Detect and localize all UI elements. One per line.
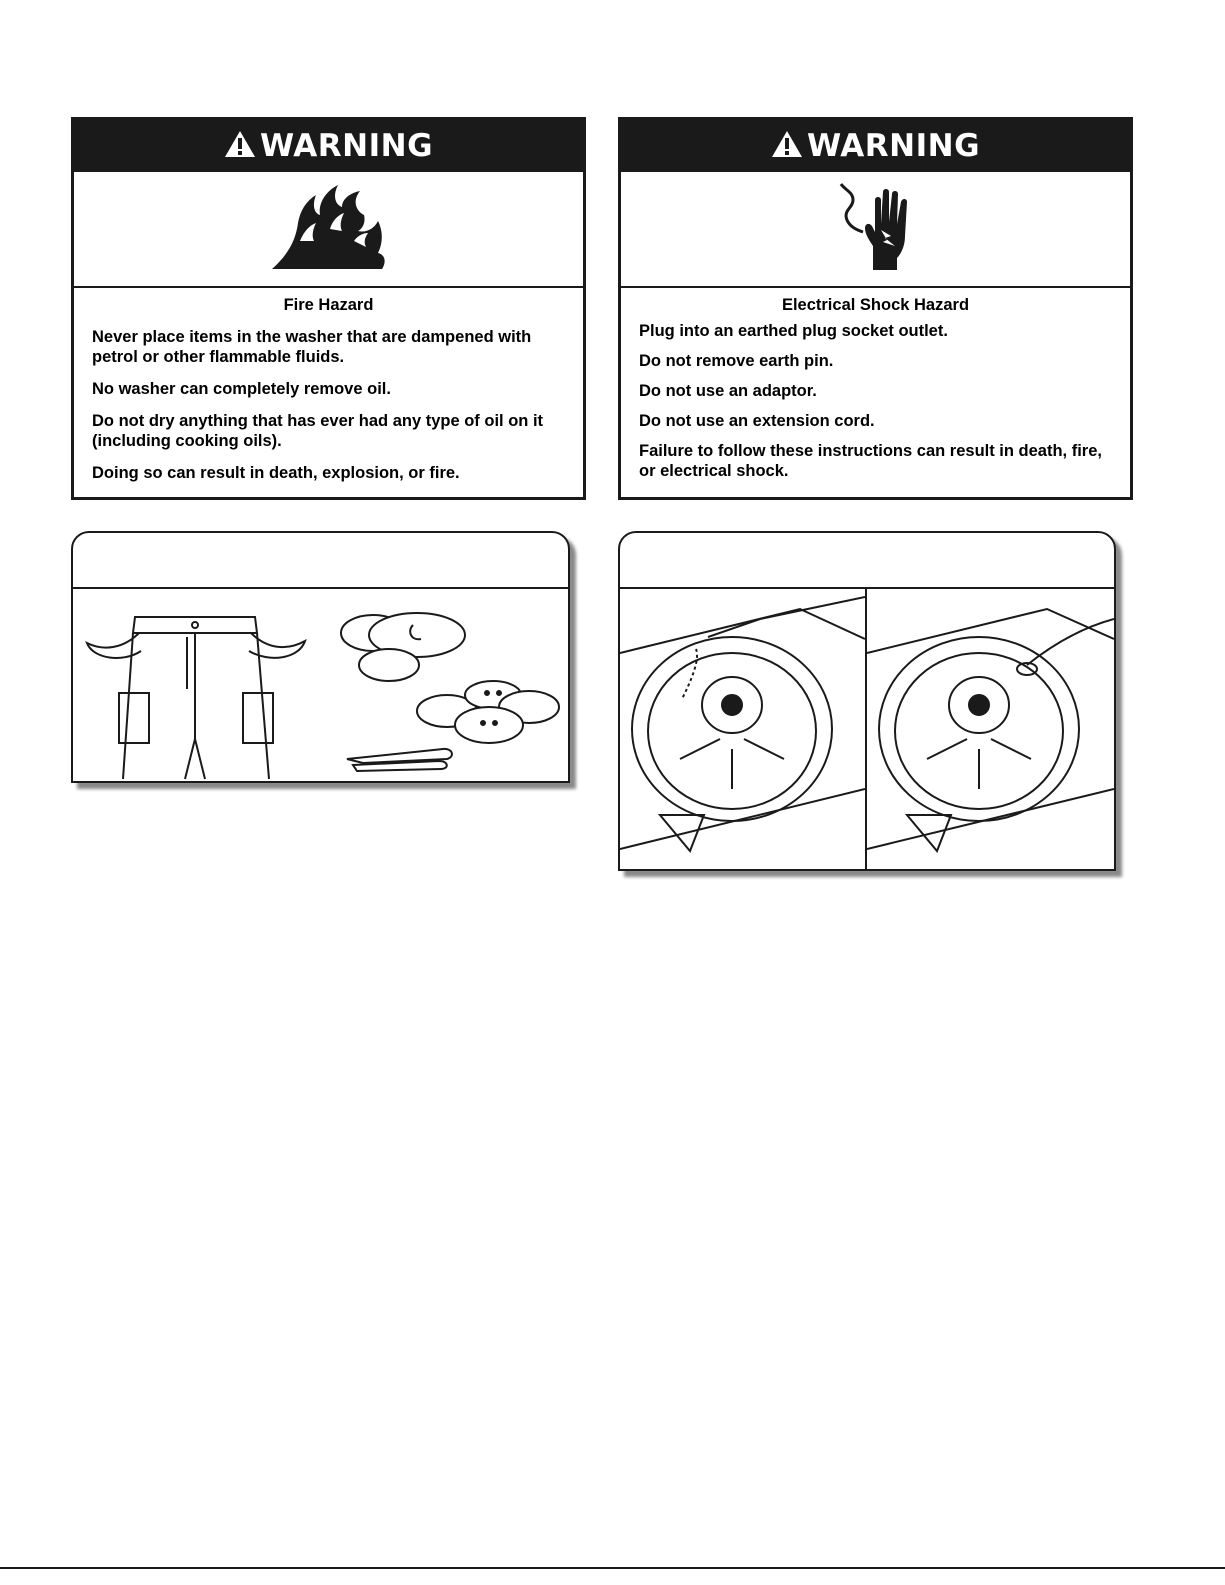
safety-pins-icon bbox=[343, 739, 463, 784]
page-footer-rule bbox=[0, 1567, 1225, 1569]
warning-line: Do not use an adaptor. bbox=[639, 382, 817, 400]
warning-line: Doing so can result in death, explosion, or fire. bbox=[92, 464, 460, 482]
warning-line: Do not remove earth pin. bbox=[639, 352, 834, 370]
warning-line: Do not use an extension cord. bbox=[639, 412, 875, 430]
warning-title: WARNING bbox=[806, 128, 981, 164]
shock-warning-box bbox=[618, 117, 1133, 500]
empty-pockets-illustration-panel bbox=[71, 531, 570, 783]
empty-pockets-trousers-icon bbox=[83, 589, 313, 788]
warning-triangle-icon bbox=[224, 130, 256, 163]
add-item-washer-icon bbox=[867, 589, 1114, 876]
hazard-symbol-area bbox=[621, 172, 1130, 288]
warning-header bbox=[74, 120, 583, 172]
fire-warning-box bbox=[71, 117, 586, 500]
hazard-title: Fire Hazard bbox=[283, 296, 374, 314]
warning-line: No washer can completely remove oil. bbox=[92, 380, 391, 398]
washer-loading-illustration-panel bbox=[618, 531, 1116, 871]
warning-line: Failure to follow these instructions can result in death, fire, or electrical shock. bbox=[639, 442, 1102, 480]
hazard-symbol-area bbox=[74, 172, 583, 288]
warning-line: Never place items in the washer that are dampened with petrol or other flammable fluids. bbox=[92, 328, 532, 366]
warning-line: Do not dry anything that has ever had any type of oil on it (including cooking oils). bbox=[92, 412, 544, 450]
warning-title: WARNING bbox=[259, 128, 434, 164]
warning-line: Plug into an earthed plug socket outlet. bbox=[639, 322, 948, 340]
pour-detergent-washer-icon bbox=[620, 589, 865, 876]
hazard-title: Electrical Shock Hazard bbox=[781, 296, 970, 314]
panel-header bbox=[73, 533, 568, 589]
warning-header bbox=[621, 120, 1130, 172]
panel-header bbox=[620, 533, 1114, 589]
warning-triangle-icon bbox=[771, 130, 803, 163]
electric-shock-hand-icon bbox=[831, 180, 921, 279]
fire-icon bbox=[270, 183, 388, 276]
